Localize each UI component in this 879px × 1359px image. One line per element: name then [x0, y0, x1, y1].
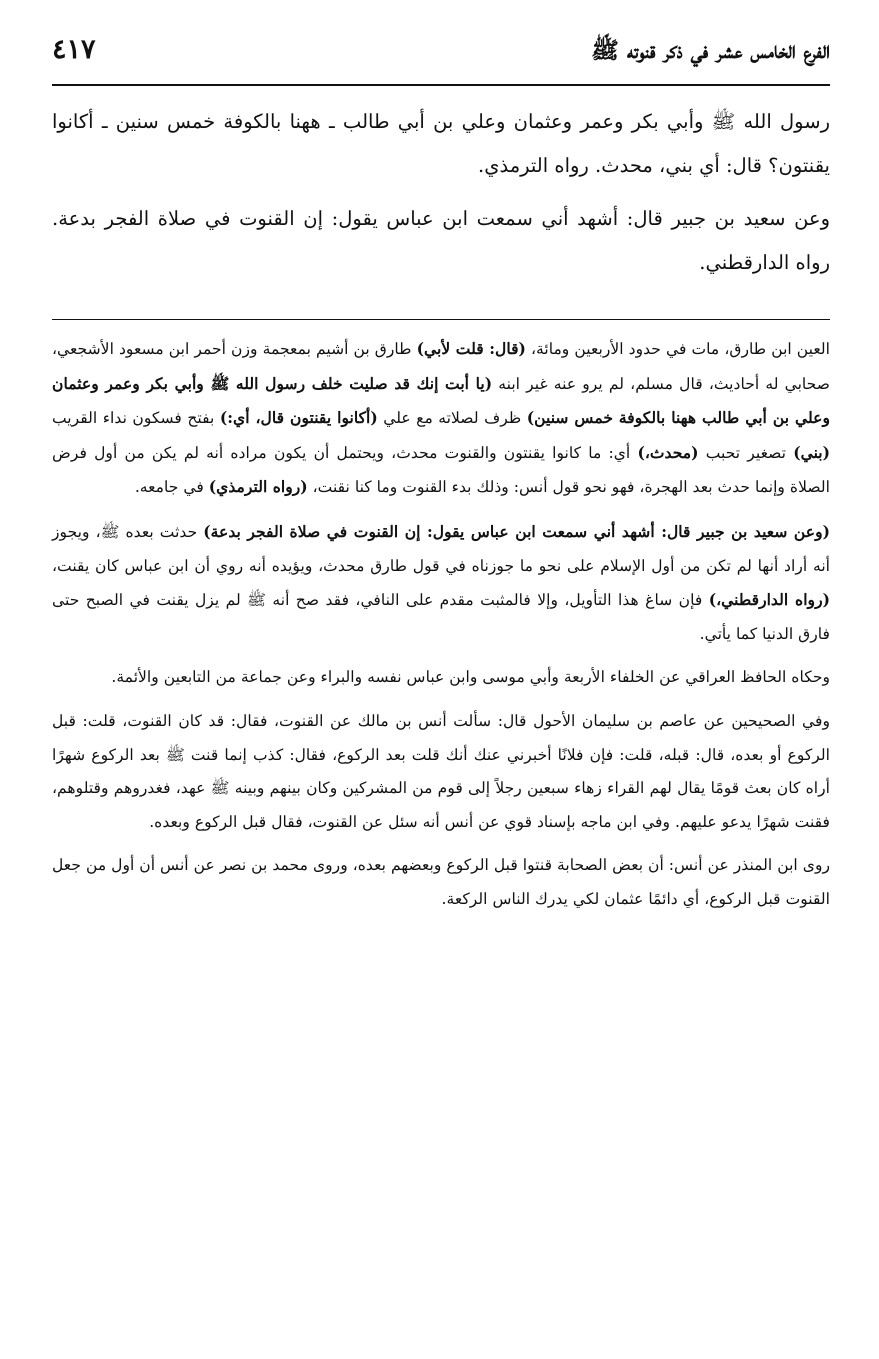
quoted-hadith-text: (وعن سعيد بن جبير قال: أشهد أني سمعت ابن عباس يقول: إن القنوت في صلاة الفجر بدعة) [203, 521, 830, 541]
commentary-paragraph [52, 515, 830, 651]
quoted-hadith-text: (بني) [793, 442, 830, 462]
commentary-paragraph: روى ابن المنذر عن أنس: أن بعض الصحابة قنتوا قبل الركوع وبعضهم بعده، وروى محمد بن نصر عن أنس أن أول من جعل القنوت قبل الركوع، أي دائمًا عثمان لكي يدرك الناس الركعة. [52, 856, 830, 908]
page-number: ٤١٧ [52, 34, 96, 65]
commentary-text: أي: ما كانوا يقنتون والقنوت محدث، ويحتمل أن يكون مراده أنه لم يكن من أول فرض الصلاة وإنما حدث بعد الهجرة، فهو نحو قول أنس: وذلك بدء القنوت وما كنا نقنت، [52, 443, 830, 497]
commentary-text: ظرف لصلاته مع علي [377, 409, 527, 428]
hadith-paragraph: وعن سعيد بن جبير قال: أشهد أني سمعت ابن عباس يقول: إن القنوت في صلاة الفجر بدعة. رواه الدارقطني. [52, 207, 830, 274]
quoted-hadith-text: (رواه الدارقطني،) [708, 590, 830, 610]
commentary-text: بفتح فسكون نداء القريب [52, 409, 220, 428]
commentary-paragraph: وفي الصحيحين عن عاصم بن سليمان الأحول قال: سألت أنس بن مالك عن القنوت، فقال: قد كان القنوت، قلت: قبل الركوع أو بعده، قال: قبله، قلت: فإن فلانًا أخبرني عنك أنك قلت بعد الركوع، فقال: كذب إنما قنت ﷺ بعد الركوع شهرًا أراه كان بعث قومًا يقال لهم القراء زهاء سبعين رجلاً إلى قوم من المشركين وكان بينهم وبينه ﷺ عهد، فغدروهم وقتلوهم، فقنت شهرًا يدعو عليهم. وفي ابن ماجه بإسناد قوي عن أنس أنه سئل عن القنوت، فقال قبل الركوع وبعده. [52, 711, 830, 831]
commentary-text: تصغير تحبب [698, 443, 794, 462]
commentary [52, 332, 830, 917]
commentary-text: حدثت بعده ﷺ، ويجوز أنه أراد أنها لم تكن من أول الإسلام على نحو ما جوزناه في قول طارق محدث، ويؤيده أنه روي أن ابن عباس كان يقنت، [52, 522, 830, 575]
page-header [52, 34, 830, 86]
commentary-text: في جامعه. [134, 478, 209, 497]
commentary-text: العين ابن طارق، مات في حدود الأربعين ومائة، [525, 340, 830, 358]
book-page [52, 34, 830, 927]
quoted-hadith-text: (رواه الترمذي) [208, 477, 308, 497]
commentary-paragraph [52, 332, 830, 505]
commentary-text: فإن ساغ هذا التأويل، وإلا فالمثبت مقدم على النافي، فقد صح أنه ﷺ لم يزل يقنت في الصبح حتى فارق الدنيا كما يأتي. [52, 591, 830, 643]
quoted-hadith-text: (محدث،) [637, 442, 699, 462]
chapter-title: الفرع الخامس عشر في ذكر قنوته ﷺ [591, 37, 830, 64]
hadith-text [52, 100, 830, 285]
commentary-paragraph: وحكاه الحافظ العراقي عن الخلفاء الأربعة وأبي موسى وابن عباس نفسه والبراء وعن جماعة من التابعين والأئمة. [111, 668, 830, 687]
commentary-text: طارق بن أشيم بمعجمة وزن أحمر ابن مسعود الأشجعي، صحابي له أحاديث، قال مسلم، لم يرو عنه غير ابنه [52, 340, 830, 393]
quoted-hadith-text: (قال: قلت لأبي) [416, 339, 526, 358]
quoted-hadith-text: (يا أبت إنك قد صليت خلف رسول الله ﷺ وأبي بكر وعمر وعثمان وعلي بن أبي طالب ههنا بالكوفة خمس سنين) [52, 373, 831, 428]
commentary-divider [52, 319, 830, 320]
quoted-hadith-text: (أكانوا يقنتون قال، أي:) [219, 408, 378, 428]
hadith-paragraph: رسول الله ﷺ وأبي بكر وعمر وعثمان وعلي بن أبي طالب ـ ههنا بالكوفة خمس سنين ـ أكانوا يقنتون؟ قال: أي بني، محدث. رواه الترمذي. [52, 110, 830, 177]
